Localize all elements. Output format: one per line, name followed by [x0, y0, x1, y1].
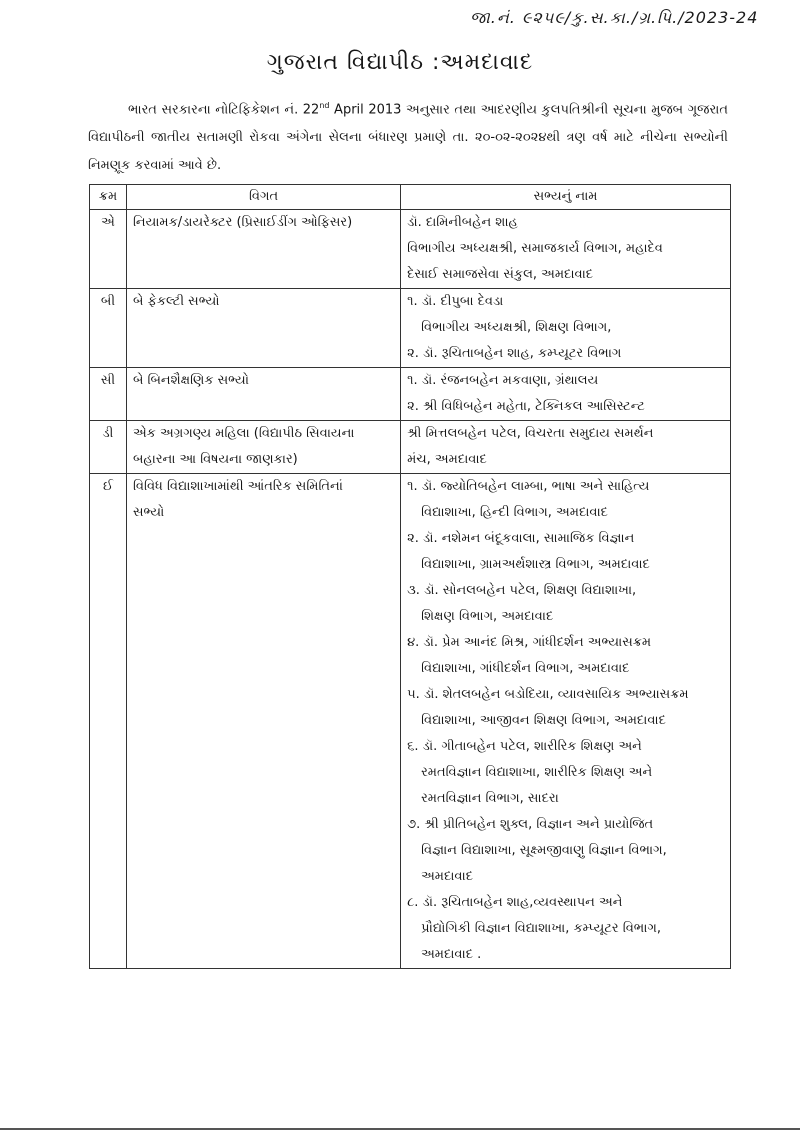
member-line: શિક્ષણ વિભાગ, અમદાવાદ: [421, 609, 554, 624]
member-line: ૨. શ્રી વિધિબહેન મહેતા, ટેક્નિકલ આસિસ્ટન્ટ: [407, 399, 645, 414]
header-detail: વિગત: [126, 185, 400, 210]
member-line: ૧. ડૉ. દીપુબા દેવડા: [407, 294, 504, 309]
committee-members-table: [89, 184, 731, 969]
row-detail-line: સભ્યો: [132, 505, 165, 520]
page-bottom-rule: [0, 1128, 800, 1130]
member-entry: [407, 578, 724, 630]
member-line: રમતવિજ્ઞાન વિદ્યાશાખા, શારીરિક શિક્ષણ અને: [421, 765, 653, 780]
table-header-row: [90, 185, 731, 210]
row-serial: સી: [90, 368, 127, 421]
row-members: [401, 289, 731, 368]
member-detail: વિભાગીય અધ્યક્ષશ્રી, સમાજકાર્ય વિભાગ, મહાદેવ: [407, 241, 663, 256]
member-entry: [407, 812, 724, 890]
member-line: ૧. ડૉ. જ્યોતિબહેન લામ્બા, ભાષા અને સાહિત્ય: [407, 479, 650, 494]
member-name: ડૉ. દામિનીબહેન શાહ: [407, 215, 518, 230]
member-line: અમદાવાદ: [421, 869, 473, 884]
table-row: [90, 421, 731, 474]
member-line: ૧. ડૉ. રંજનબહેન મકવાણા, ગ્રંથાલય: [407, 373, 599, 388]
member-entry: [407, 630, 724, 682]
member-line: વિજ્ઞાન વિદ્યાશાખા, સૂક્ષ્મજીવાણુ વિજ્ઞાન વિભાગ,: [421, 843, 667, 858]
header-member-name: સભ્યનું નામ: [401, 185, 731, 210]
row-detail: [126, 474, 400, 969]
row-detail: બે ફેકલ્ટી સભ્યો: [126, 289, 400, 368]
member-line: ૩. ડૉ. સોનલબહેન પટેલ, શિક્ષણ વિદ્યાશાખા,: [407, 583, 637, 598]
member-entry: [407, 734, 724, 812]
row-detail-line: બહારના આ વિષયના જાણકાર): [132, 452, 298, 467]
row-detail: બે બિનશૈક્ષણિક સભ્યો: [126, 368, 400, 421]
reference-number: જા.નં. ૯૨૫૯/કુ.સ.કા./ગ્ર.પિ./2023-24: [470, 8, 759, 27]
member-entry: [407, 526, 724, 578]
member-line: વિદ્યાશાખા, ગ્રામઅર્થશાસ્ત્ર વિભાગ, અમદાવાદ: [421, 557, 650, 572]
row-serial: એ: [90, 210, 127, 289]
member-line: ૫. ડૉ. શેતલબહેન બડોદિયા, વ્યાવસાયિક અભ્યાસક્રમ: [407, 687, 689, 702]
member-line: ૨. ડૉ. નશેમન બંદૂકવાલા, સામાજિક વિજ્ઞાન: [407, 531, 635, 546]
header-serial: ક્રમ: [90, 185, 127, 210]
row-members: [401, 210, 731, 289]
member-line: વિદ્યાશાખા, ગાંધીદર્શન વિભાગ, અમદાવાદ: [421, 661, 630, 676]
member-detail: દેસાઈ સમાજસેવા સંકુલ, અમદાવાદ: [407, 267, 594, 282]
member-line: વિદ્યાશાખા, હિન્દી વિભાગ, અમદાવાદ: [421, 505, 608, 520]
row-members: [401, 421, 731, 474]
intro-superscript: nd: [319, 101, 330, 110]
row-detail-line: વિવિધ વિદ્યાશાખામાંથી આંતરિક સમિતિનાં: [132, 479, 343, 494]
member-line: શ્રી મિત્તલબહેન પટેલ, વિચરતા સમુદાય સમર્થન: [407, 426, 654, 441]
member-entry: [407, 890, 724, 968]
member-line: ૨. ડૉ. રૂચિતાબહેન શાહ, કમ્પ્યૂટર વિભાગ: [407, 346, 622, 361]
document-title: ગુજરાત વિદ્યાપીઠ :અમદાવાદ: [266, 50, 534, 75]
row-detail-line: એક અગ્રગણ્ય મહિલા (વિદ્યાપીઠ સિવાયના: [132, 426, 355, 441]
member-line: વિભાગીય અધ્યક્ષશ્રી, શિક્ષણ વિભાગ,: [421, 320, 612, 335]
intro-text-part2: April 2013 અનુસાર તથા આદરણીય કુલપતિશ્રીની સૂચના મુજબ ગૂજરાત વિદ્યાપીઠની જાતીય સતામણી રોકવા અંગેના સેલના બંધારણ પ્રમાણે તા. ૨૦-૦૨-૨૦૨૪થી ત્રણ વર્ષ માટે નીચેના સભ્યોની નિમણૂક કરવામાં આવે છે.: [88, 102, 728, 174]
member-line: ૮. ડૉ. રૂચિતાબહેન શાહ,વ્યવસ્થાપન અને: [407, 895, 623, 910]
member-line: અમદાવાદ .: [421, 947, 482, 962]
member-line: મંચ, અમદાવાદ: [407, 452, 487, 467]
table-row: [90, 474, 731, 969]
row-members: [401, 368, 731, 421]
row-serial: ડી: [90, 421, 127, 474]
row-detail: [126, 421, 400, 474]
member-entry: [407, 682, 724, 734]
member-line: ૭. શ્રી પ્રીતિબહેન શુક્લ, વિજ્ઞાન અને પ્રાયોજિત: [407, 817, 654, 832]
member-line: વિદ્યાશાખા, આજીવન શિક્ષણ વિભાગ, અમદાવાદ: [421, 713, 666, 728]
row-detail: નિયામક/ડાયરેક્ટર (પ્રિસાઈડીંગ ઓફિસર): [126, 210, 400, 289]
intro-text-part1: ભારત સરકારના નોટિફિકેશન નં. 22: [128, 102, 320, 118]
row-serial: બી: [90, 289, 127, 368]
table-row: [90, 368, 731, 421]
row-serial: ઈ: [90, 474, 127, 969]
member-line: પ્રૌદ્યોગિકી વિજ્ઞાન વિદ્યાશાખા, કમ્પ્યૂટર વિભાગ,: [421, 921, 661, 936]
intro-paragraph: [88, 92, 728, 180]
table-row: [90, 289, 731, 368]
member-entry: [407, 474, 724, 526]
table-row: [90, 210, 731, 289]
member-line: ૬. ડૉ. ગીતાબહેન પટેલ, શારીરિક શિક્ષણ અને: [407, 739, 642, 754]
row-members: [401, 474, 731, 969]
member-line: ૪. ડૉ. પ્રેમ આનંદ મિશ્ર, ગાંધીદર્શન અભ્યાસક્રમ: [407, 635, 652, 650]
member-line: રમતવિજ્ઞાન વિભાગ, સાદરા: [421, 791, 559, 806]
